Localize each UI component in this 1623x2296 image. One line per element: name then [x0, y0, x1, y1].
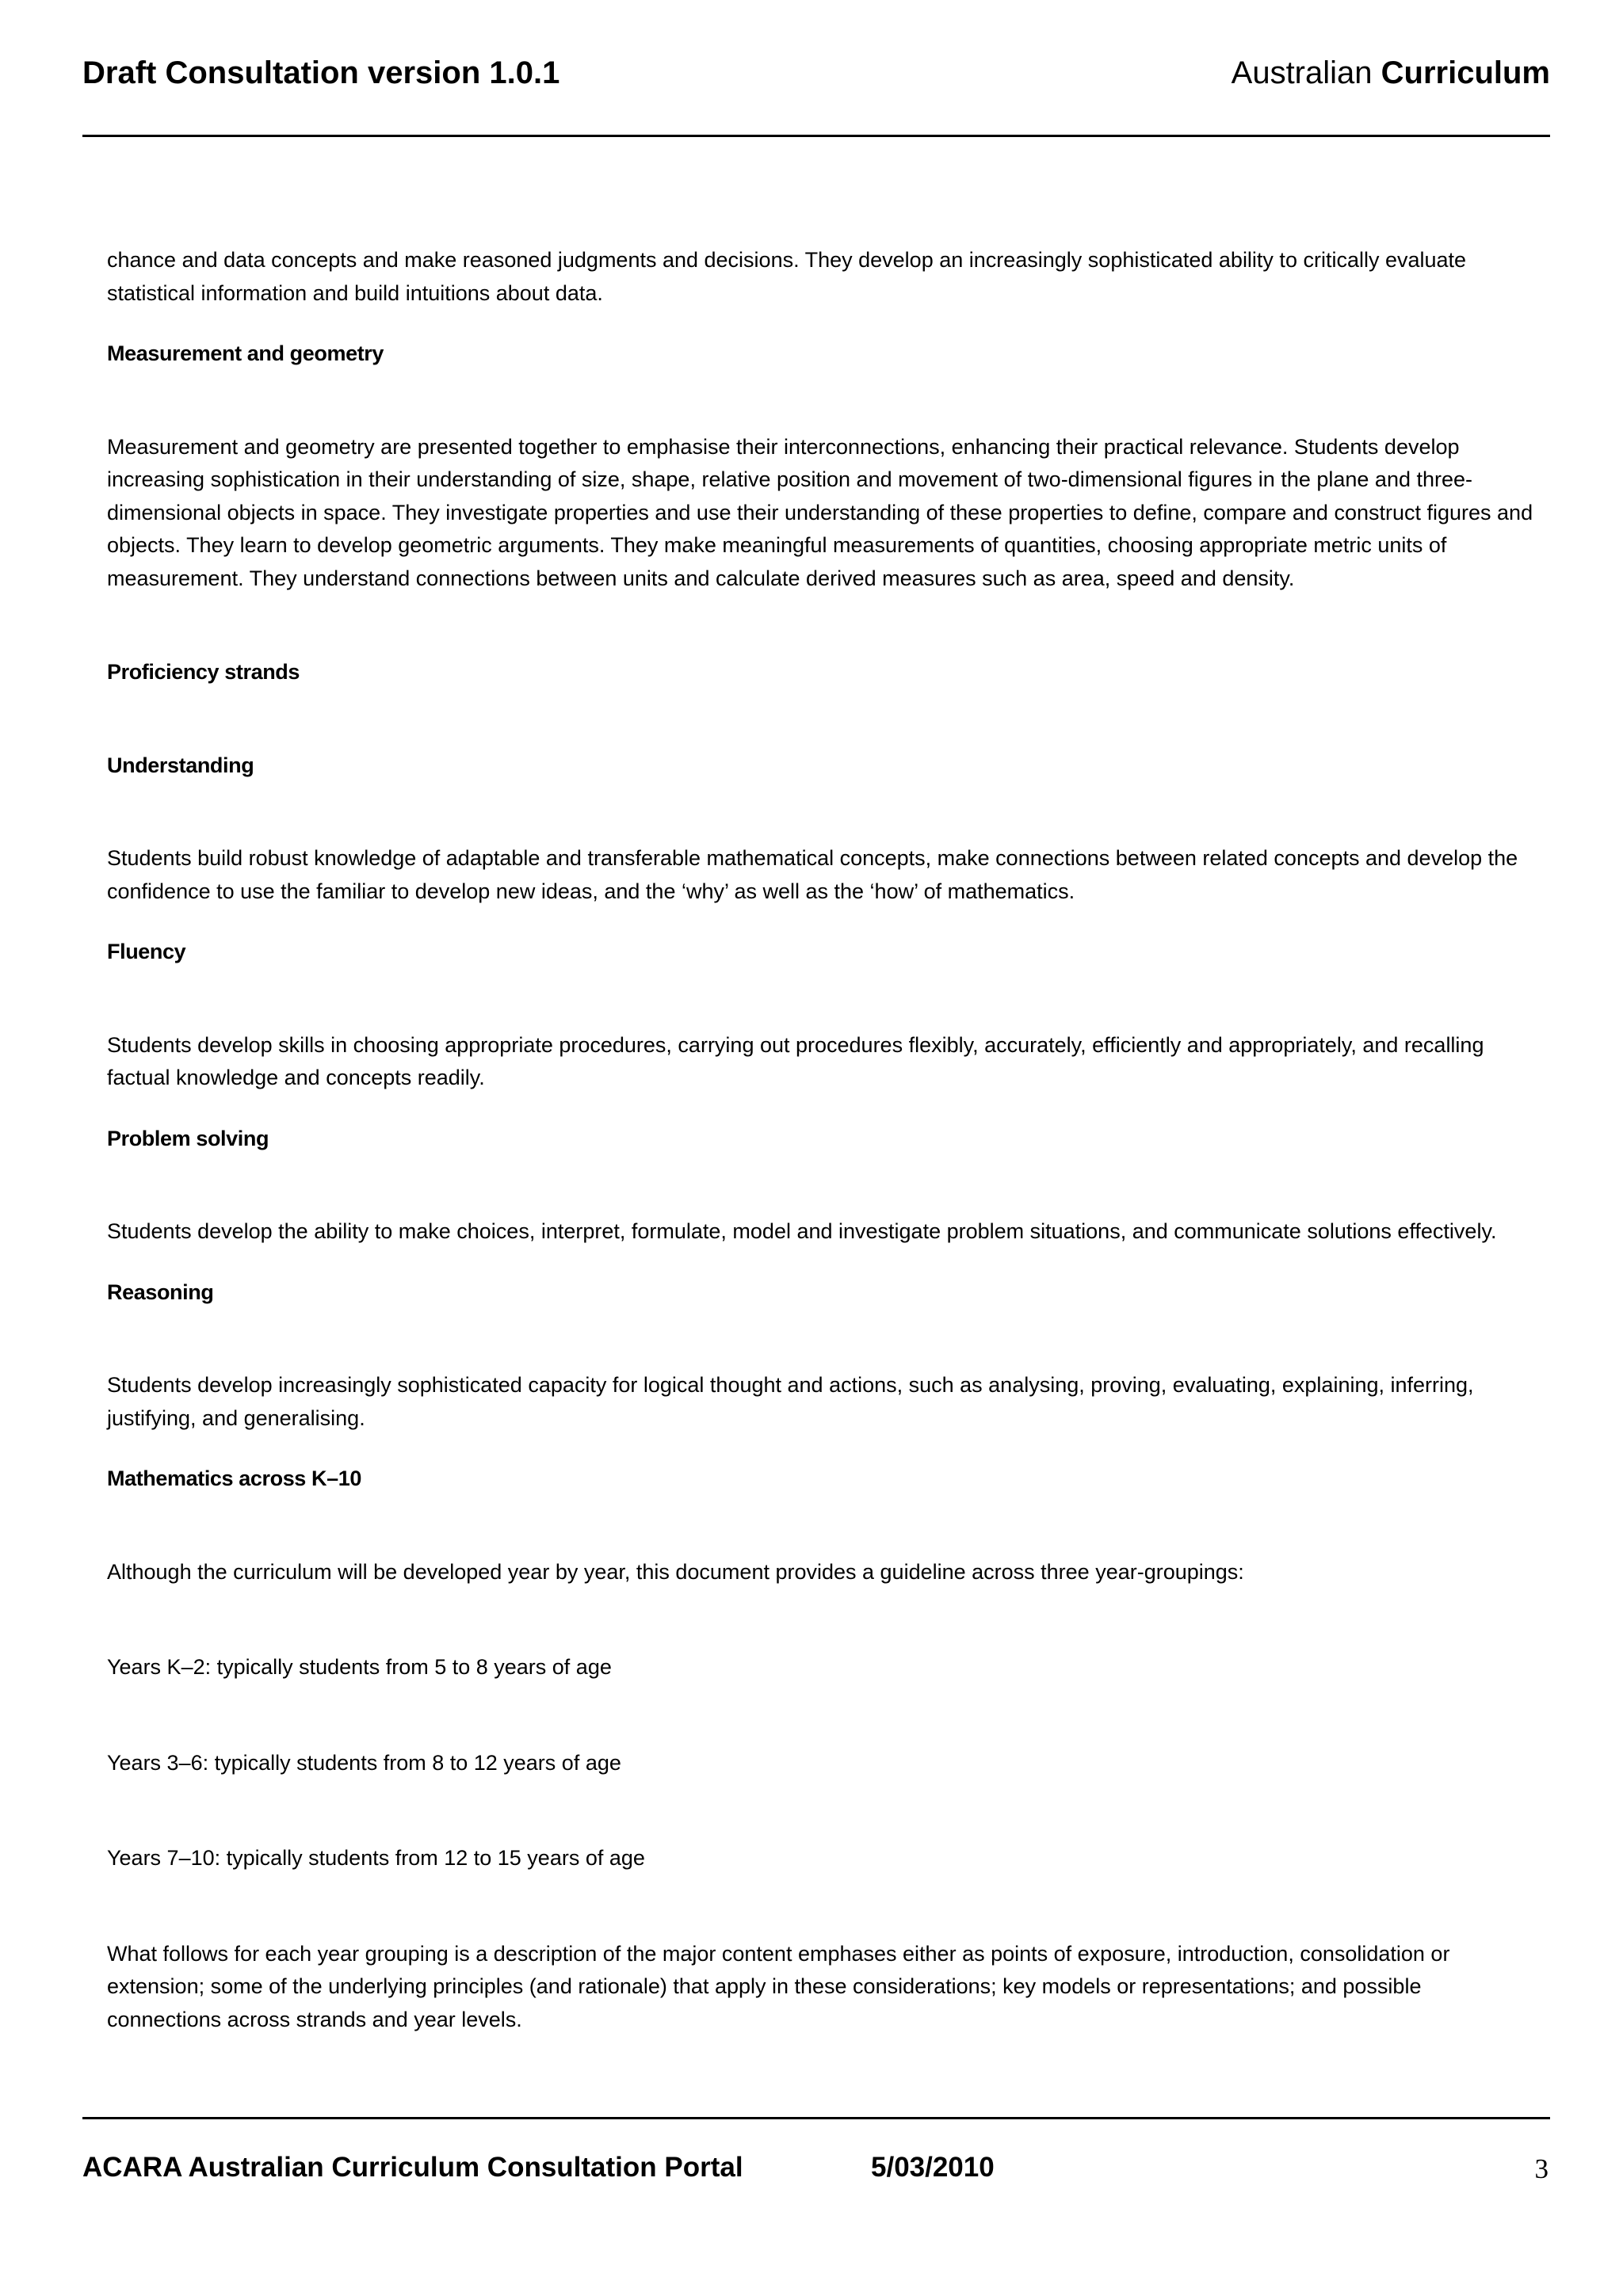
year-group-item: Years K–2: typically students from 5 to 8 years of age [107, 1655, 612, 1679]
proficiency-heading: Proficiency strands [107, 660, 300, 684]
understanding-paragraph: Students build robust knowledge of adaptable and transferable mathematical concepts, make connections between related concepts and develop the confidence to use the familiar to develop new ideas, and the ‘why’ as well as the ‘how’ of mathematics. [107, 846, 1518, 903]
measurement-heading: Measurement and geometry [107, 341, 384, 365]
page-header [82, 49, 1550, 105]
footer-date: 5/03/2010 [871, 2152, 995, 2183]
reasoning-heading: Reasoning [107, 1280, 214, 1304]
year-group-item: Years 3–6: typically students from 8 to 12 years of age [107, 1750, 621, 1775]
page-number: 3 [1534, 2153, 1549, 2184]
closing-paragraph: What follows for each year grouping is a description of the major content emphases either as points of exposure, introduction, consolidation or extension; some of the underlying principles (and rationale) that apply in these considerations; key models or representations; and possible connections across strands and year levels. [107, 1941, 1450, 2031]
page-footer [82, 2149, 1550, 2196]
document-body [107, 244, 1533, 2036]
k10-heading: Mathematics across K–10 [107, 1466, 361, 1490]
fluency-paragraph: Students develop skills in choosing appropriate procedures, carrying out procedures flexibly, accurately, efficiently and appropriately, and recalling factual knowledge and concepts readily. [107, 1032, 1484, 1089]
brand-title [1232, 55, 1550, 91]
footer-portal-name: ACARA Australian Curriculum Consultation Portal [82, 2152, 743, 2183]
understanding-heading: Understanding [107, 753, 254, 777]
brand-bold-text: Curriculum [1381, 55, 1550, 90]
measurement-paragraph: Measurement and geometry are presented together to emphasise their interconnections, enhancing their practical relevance. Students develop increasing sophistication in their understanding of size, shape, relative position and movement of two-dimensional figures in the plane and three-dimensional objects in space. They investigate properties and use their understanding of these properties to define, compare and construct figures and objects. They learn to develop geometric arguments. They make meaningful measurements of quantities, choosing appropriate metric units of measurement. They understand connections between units and calculate derived measures such as area, speed and density. [107, 434, 1533, 590]
reasoning-paragraph: Students develop increasingly sophisticated capacity for logical thought and actions, such as analysing, proving, evaluating, explaining, inferring, justifying, and generalising. [107, 1373, 1474, 1430]
footer-divider [82, 2117, 1550, 2119]
problem-solving-heading: Problem solving [107, 1126, 269, 1150]
k10-intro-paragraph: Although the curriculum will be developed year by year, this document provides a guideline across three year-groupings: [107, 1559, 1244, 1584]
year-group-item: Years 7–10: typically students from 12 to 15 years of age [107, 1846, 645, 1870]
intro-paragraph: chance and data concepts and make reasoned judgments and decisions. They develop an increasingly sophisticated ability to critically evaluate statistical information and build intuitions about data. [107, 248, 1467, 305]
header-divider [82, 135, 1550, 137]
fluency-heading: Fluency [107, 940, 186, 963]
problem-solving-paragraph: Students develop the ability to make choices, interpret, formulate, model and investigate problem situations, and communicate solutions effectively. [107, 1219, 1497, 1243]
brand-regular-text: Australian [1231, 55, 1373, 90]
document-title: Draft Consultation version 1.0.1 [82, 55, 560, 90]
